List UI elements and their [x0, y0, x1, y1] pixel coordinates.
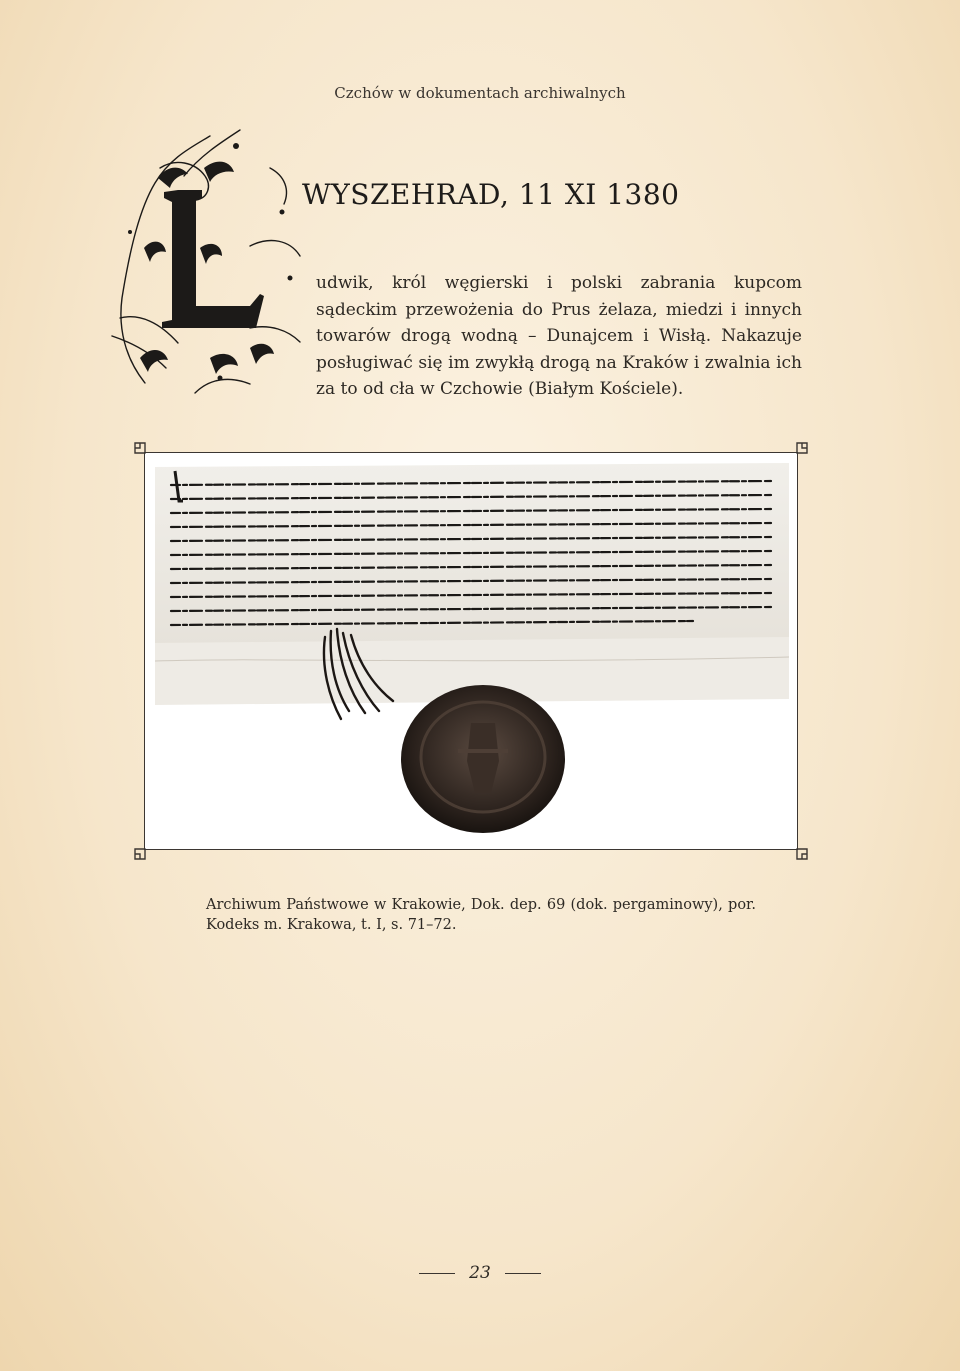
footer-rule-right — [505, 1273, 541, 1274]
frame-corner-icon — [787, 441, 809, 463]
frame-corner-icon — [787, 839, 809, 861]
page-footer — [0, 1263, 960, 1283]
frame-corner-icon — [133, 441, 155, 463]
decorated-initial — [100, 128, 310, 408]
running-header: Czchów w dokumentach archiwalnych — [334, 84, 626, 102]
document-image-frame — [144, 452, 798, 850]
entry-text: udwik, król węgierski i polski zabrania kupcom sądeckim przewożenia do Prus żelaza, miedzi i innych towarów drogą wodną – Dunajcem i Wisłą. Nakazuje posługiwać się im zwykłą drogą na Kraków i zwalnia ich za to od cła w Czchowie (Białym Kościele). — [316, 273, 802, 399]
image-caption: Archiwum Państwowe w Krakowie, Dok. dep. 69 (dok. pergaminowy), por. Kodeks m. Krakowa, t. I, s. 71–72. — [206, 897, 756, 933]
page-number: 23 — [469, 1263, 491, 1283]
floral-ornament-icon — [100, 128, 310, 408]
entry-title: WYSZEHRAD, 11 XI 1380 — [302, 178, 680, 211]
frame-corner-icon — [133, 839, 155, 861]
footer-rule-left — [419, 1273, 455, 1274]
parchment-document-photo — [153, 461, 789, 841]
